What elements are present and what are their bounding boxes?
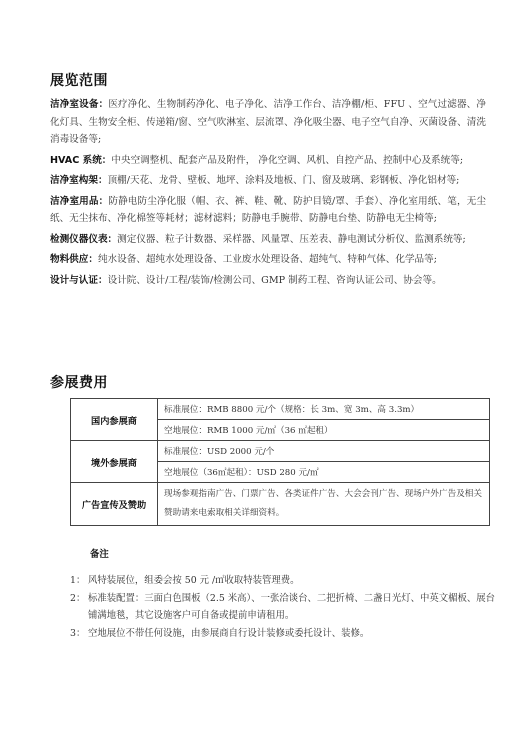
scope-list (50, 96, 486, 292)
fee-category: 国内参展商 (71, 399, 158, 441)
table-row (71, 441, 490, 462)
scope-item (50, 152, 486, 170)
fee-value: 标准展位：RMB 8800 元/个（规格：长 3m、宽 3m、高 3.3m） (158, 399, 490, 420)
note-text: 风特装展位，组委会按 50 元 /㎡收取特装管理费。 (88, 575, 300, 586)
table-row (71, 399, 490, 420)
scope-item-label: 设计与认证： (50, 274, 108, 286)
fee-value: 标准展位：USD 2000 元/个 (158, 441, 490, 462)
scope-item-label: 洁净室用品： (50, 195, 109, 207)
note-text: 空地展位不带任何设施，由参展商自行设计装修或委托设计、装修。 (88, 627, 370, 639)
scope-item-label: 洁净室设备： (50, 99, 109, 110)
fee-value: 空地展位：RMB 1000 元/㎡（36 ㎡起租） (158, 420, 490, 441)
scope-item-label: 洁净室构架： (50, 175, 108, 186)
fees-heading: 参展费用 (50, 375, 108, 391)
scope-item-text: 顶棚/天花、龙骨、壁板、地坪、涂料及地板、门、窗及玻璃、彩钢板、净化铝材等; (107, 175, 460, 186)
scope-item (50, 172, 486, 190)
note-number: 1： (70, 575, 86, 586)
note-number: 2： (70, 592, 86, 604)
scope-item (50, 272, 486, 290)
scope-item-text: 防静电防尘净化服（帽、衣、裤、鞋、靴、防护目镜/罩、手套）、净化室用纸、笔，无尘纸、无尘抹布、净化棉签等耗材；滤材滤料；防静电手腕带、防静电台垫、防静电无尘椅等; (50, 195, 486, 224)
scope-item-label: 检测仪器仪表： (50, 233, 118, 245)
notes-section (70, 546, 500, 642)
scope-item-label: HVAC 系统： (50, 154, 112, 166)
scope-item (50, 251, 486, 269)
fee-category: 境外参展商 (71, 441, 158, 483)
fee-category: 广告宣传及赞助 (71, 483, 158, 526)
scope-item-text: 中央空调整机、配套产品及附件， 净化空调、风机、自控产品、控制中心及系统等; (111, 154, 464, 166)
note-item (70, 625, 500, 643)
fees-table (70, 398, 490, 526)
scope-item-text: 纯水设备、超纯水处理设备、工业废水处理设备、超纯气、特种气体、化学品等; (97, 254, 437, 265)
scope-item-text: 设计院、设计/工程/装饰/检测公司、GMP 制药工程、咨询认证公司、协会等。 (107, 274, 442, 286)
scope-item-text: 医疗净化、生物制药净化、电子净化、洁净工作台、洁净棚/柜、FFU 、空气过滤器、净化灯具、生物安全柜、传递箱/窗、空气吹淋室、层流罩、净化吸尘器、电子空气自净、灭菌设备、清洗消毒设备等; (50, 99, 486, 145)
fee-value: 现场参观指南广告、门票广告、各类证件广告、大会会刊广告、现场户外广告及相关赞助请来电索取相关详细资料。 (158, 483, 490, 526)
scope-item (50, 96, 486, 149)
notes-title: 备注 (90, 549, 109, 560)
scope-item (50, 231, 486, 249)
note-item (70, 590, 500, 625)
fee-value: 空地展位（36㎡起租）：USD 280 元/㎡ (158, 462, 490, 483)
scope-heading: 展览范围 (50, 73, 108, 89)
scope-item-text: 测定仪器、粒子计数器、采样器、风量罩、压差表、静电测试分析仪、监测系统等; (117, 233, 466, 245)
scope-item-label: 物料供应： (50, 254, 98, 265)
table-row (71, 483, 490, 526)
note-text: 标准装配置：三面白色围板（2.5 米高）、一张洽谈台、二把折椅、二盏日光灯、中英文楣板、展台铺满地毯，其它设施客户可自备或提前申请租用。 (88, 592, 495, 621)
scope-item (50, 193, 486, 228)
note-item (70, 572, 500, 590)
note-number: 3： (70, 627, 86, 639)
